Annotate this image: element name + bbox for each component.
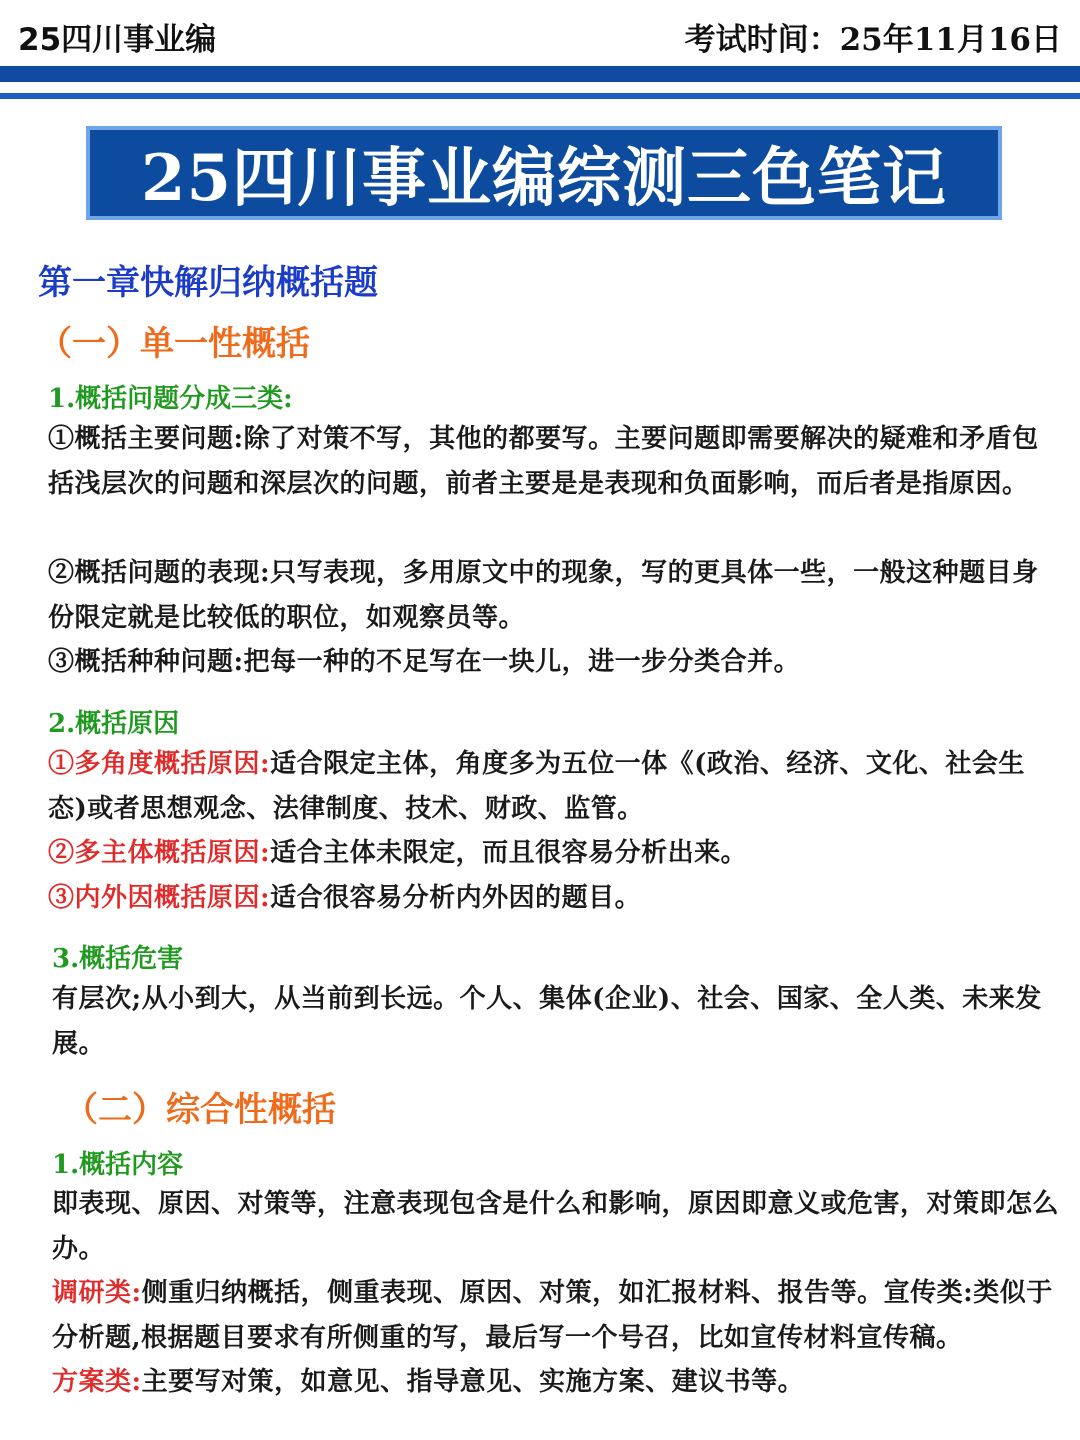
section-title-single: （一）单一性概括 xyxy=(38,324,310,364)
paragraph-plan xyxy=(52,1360,1060,1405)
title-banner xyxy=(86,126,1002,220)
subheading-problem-types: 1.概括问题分成三类: xyxy=(48,384,293,414)
header-divider-thick xyxy=(0,66,1080,82)
header-divider-thin xyxy=(0,93,1080,99)
label-research: 调研类: xyxy=(52,1278,142,1308)
subheading-harms: 3.概括危害 xyxy=(52,944,184,974)
label-plan: 方案类: xyxy=(52,1367,142,1397)
paragraph-multi-subject xyxy=(48,831,1060,876)
chapter-title: 第一章快解归纳概括题 xyxy=(38,263,378,303)
text-multi-angle: 适合限定主体，角度多为五位一体《(政治、经济、文化、社会生态)或者思想观念、法律制度、技术、财政、监管。 xyxy=(48,749,1025,824)
paragraph-problem-manifestation: ②概括问题的表现:只写表现，多用原文中的现象，写的更具体一些，一般这种题目身份限定就是比较低的职位，如观察员等。 xyxy=(48,558,1039,633)
exam-date: 考试时间：25年11月16日 xyxy=(684,22,1062,58)
paragraph-multi-angle xyxy=(48,742,1060,831)
label-multi-angle: ①多角度概括原因: xyxy=(48,749,271,779)
text-plan: 主要写对策，如意见、指导意见、实施方案、建议书等。 xyxy=(141,1367,805,1397)
text-internal-external: 适合很容易分析内外因的题目。 xyxy=(270,883,642,913)
top-header xyxy=(0,0,1080,64)
text-research: 侧重归纳概括，侧重表现、原因、对策，如汇报材料、报告等。宣传类:类似于分析题,根据题目要求有所侧重的写，最后写一个号召，比如宣传材料宣传稿。 xyxy=(52,1278,1053,1353)
subheading-content: 1.概括内容 xyxy=(52,1150,184,1180)
brand-label: 25四川事业编 xyxy=(18,22,217,58)
label-internal-external: ③内外因概括原因: xyxy=(48,883,271,913)
paragraph-internal-external xyxy=(48,876,1060,921)
paragraph-harms: 有层次;从小到大，从当前到长远。个人、集体(企业)、社会、国家、全人类、未来发展。 xyxy=(52,984,1042,1059)
paragraph-various-problems: ③概括种种问题:把每一种的不足写在一块儿，进一步分类合并。 xyxy=(48,647,801,677)
paragraph-content: 即表现、原因、对策等，注意表现包含是什么和影响，原因即意义或危害，对策即怎么办。 xyxy=(52,1189,1060,1264)
subheading-causes: 2.概括原因 xyxy=(48,709,180,739)
paragraph-research xyxy=(52,1271,1060,1360)
label-multi-subject: ②多主体概括原因: xyxy=(48,838,271,868)
section-title-comprehensive: （二）综合性概括 xyxy=(64,1090,336,1130)
text-multi-subject: 适合主体未限定，而且很容易分析出来。 xyxy=(270,838,748,868)
paragraph-main-problem: ①概括主要问题:除了对策不写，其他的都要写。主要问题即需要解决的疑难和矛盾包括浅层次的问题和深层次的问题，前者主要是是表现和负面影响，而后者是指原因。 xyxy=(48,424,1039,499)
page-title: 25四川事业编综测三色笔记 xyxy=(140,141,948,216)
